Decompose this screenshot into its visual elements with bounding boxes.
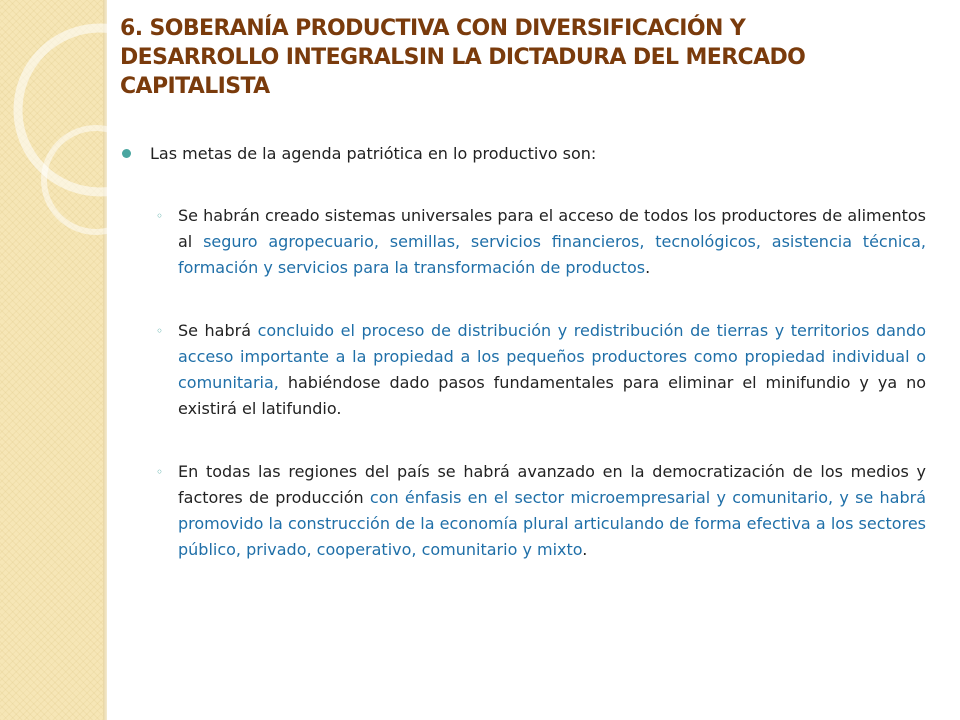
ring-bullet-icon: ◦: [156, 209, 164, 223]
goal-text-end: .: [645, 258, 651, 277]
goal-item: [156, 318, 926, 422]
intro-bullet: [120, 140, 926, 168]
ring-bullet-icon: ◦: [156, 465, 164, 479]
ring-bullet-icon: ◦: [156, 324, 164, 338]
intro-text: Las metas de la agenda patriótica en lo productivo son:: [150, 144, 597, 163]
goal-highlight: seguro agropecuario, semillas, servicios financieros, tecnológicos, asistencia técnica, formación y servicios para la transformación de productos: [178, 232, 926, 277]
goal-item: [156, 459, 926, 563]
goal-highlight: con énfasis en el sector microempresarial y comunitario, y se habrá promovido la construcción de la economía plural articulando de forma efectiva a los sectores público, privado, cooperativo, comunitario y mixto: [178, 488, 926, 559]
slide-title: 6. SOBERANÍA PRODUCTIVA CON DIVERSIFICACIÓN Y DESARROLLO INTEGRALSIN LA DICTADURA DEL MERCADO CAPITALISTA: [120, 16, 806, 99]
bullet-dot-icon: [122, 149, 131, 158]
goal-text: Se habrá: [178, 321, 258, 340]
goal-text: En todas las regiones del país se habrá avanzado en la democratización de los medios y factores de producción: [178, 462, 926, 507]
decorative-circles: [0, 0, 140, 260]
slide-content: [120, 140, 926, 563]
goal-item: [156, 203, 926, 281]
goal-highlight: concluido el proceso de distribución y redistribución de tierras y territorios dando acceso importante a la propiedad a los pequeños productores como propiedad individual o comunitaria,: [178, 321, 927, 392]
goal-text-end: .: [582, 540, 588, 559]
goal-text: Se habrán creado sistemas universales para el acceso de todos los productores de alimentos al: [178, 206, 926, 251]
goal-text-end: habiéndose dado pasos fundamentales para eliminar el minifundio y ya no existirá el latifundio.: [178, 373, 926, 418]
